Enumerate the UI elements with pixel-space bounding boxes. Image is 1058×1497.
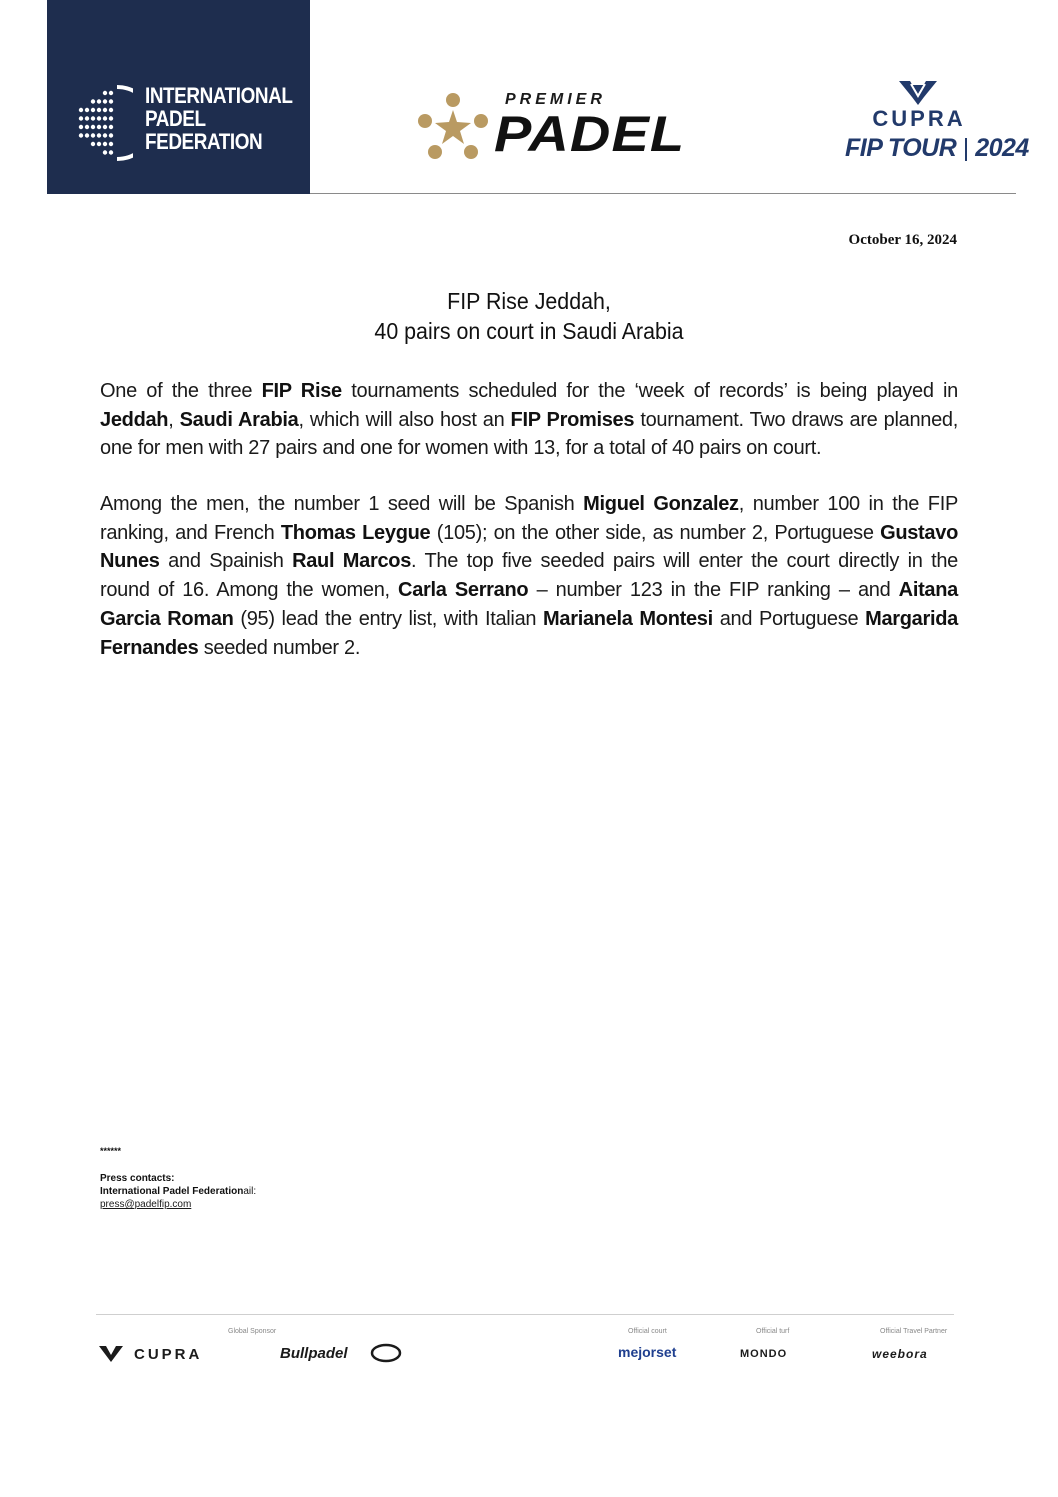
text-run: and Spainish bbox=[159, 550, 293, 573]
separator-stars: ****** bbox=[100, 1146, 122, 1156]
fip-line-1: INTERNATIONAL bbox=[145, 83, 293, 108]
logo-dot bbox=[109, 116, 113, 120]
weebora-logo: weebora bbox=[872, 1347, 928, 1361]
bold-run: FIP Promises bbox=[510, 408, 635, 431]
text-run: Among the men, the number 1 seed will be Spanish bbox=[100, 493, 584, 515]
bold-run: Raul Marcos bbox=[292, 550, 412, 573]
logo-dot bbox=[79, 108, 83, 112]
logo-dot bbox=[109, 150, 113, 154]
logo-dot bbox=[103, 116, 107, 120]
header-divider bbox=[310, 193, 1016, 194]
padel-wordmark: PADEL bbox=[494, 106, 686, 162]
body-paragraph-2 bbox=[100, 490, 958, 662]
press-contacts-label: Press contacts: bbox=[100, 1173, 175, 1184]
logo-dot bbox=[109, 99, 113, 103]
logo-dot bbox=[79, 125, 83, 129]
title-line-1: FIP Rise Jeddah, bbox=[447, 288, 611, 314]
fip-line-2: PADEL bbox=[145, 106, 206, 131]
logo-dot bbox=[109, 108, 113, 112]
press-org: International Padel Federation bbox=[100, 1186, 244, 1197]
text-run: – number 123 in the FIP ranking – and bbox=[528, 579, 899, 602]
logo-dot bbox=[79, 133, 83, 137]
bullpadel-logo: Bullpadel bbox=[280, 1345, 348, 1362]
mondo-logo: MONDO bbox=[740, 1348, 788, 1360]
text-run: and Portuguese bbox=[712, 607, 866, 630]
body-paragraph-1 bbox=[100, 377, 958, 463]
press-release-title bbox=[100, 286, 958, 346]
bold-run: Aitana Garcia Roman bbox=[100, 579, 958, 630]
text-run: , bbox=[168, 408, 180, 431]
logo-dot bbox=[97, 108, 101, 112]
text-run: , which will also host an bbox=[298, 408, 511, 431]
premier-padel-star-icon bbox=[416, 92, 490, 162]
logo-dot bbox=[97, 125, 101, 129]
logo-dot bbox=[91, 125, 95, 129]
cupra-wordmark: CUPRA bbox=[872, 106, 966, 131]
logo-dot bbox=[97, 142, 101, 146]
text-run: (105); on the other side, as number 2, Portuguese bbox=[430, 521, 881, 544]
bold-run: Miguel Gonzalez bbox=[583, 493, 739, 515]
text-run: , number 100 in the FIP ranking, and French bbox=[100, 493, 958, 544]
fip-tour-year: 2024 bbox=[975, 134, 1029, 162]
logo-dot bbox=[103, 91, 107, 95]
cupra-emblem-icon bbox=[898, 80, 938, 106]
logo-dot bbox=[103, 142, 107, 146]
bold-run: Marianela Montesi bbox=[543, 607, 713, 630]
bold-run: Gustavo Nunes bbox=[100, 521, 958, 573]
cupra-footer-emblem-icon bbox=[98, 1345, 124, 1363]
logo-dot bbox=[97, 116, 101, 120]
logo-dot bbox=[97, 99, 101, 103]
logo-dot bbox=[109, 91, 113, 95]
press-release-date: October 16, 2024 bbox=[848, 232, 957, 248]
fip-wordmark bbox=[145, 84, 317, 153]
fip-tour-text: FIP TOUR bbox=[845, 134, 957, 162]
text-run: tournaments scheduled for the ‘week of records’ is being played in bbox=[341, 380, 958, 402]
global-sponsor-label: Global Sponsor bbox=[228, 1328, 277, 1335]
bold-run: Carla Serrano bbox=[398, 579, 529, 602]
logo-dot bbox=[91, 116, 95, 120]
bold-run: FIP Rise bbox=[261, 380, 342, 402]
logo-dot bbox=[103, 99, 107, 103]
bold-run: Saudi Arabia bbox=[179, 408, 299, 431]
logo-dot bbox=[91, 133, 95, 137]
official-turf-label: Official turf bbox=[756, 1328, 790, 1335]
fip-tour-label: FIP TOUR | 2024 bbox=[845, 134, 1029, 162]
logo-dot bbox=[103, 125, 107, 129]
logo-dot bbox=[91, 142, 95, 146]
press-contacts bbox=[100, 1172, 256, 1211]
text-run: . The top five seeded pairs will enter the court directly in the round of 16. Among the women, bbox=[100, 550, 959, 602]
press-org-suffix: ail: bbox=[243, 1186, 257, 1197]
logo-dot bbox=[109, 125, 113, 129]
logo-dot bbox=[85, 125, 89, 129]
text-run: One of the three bbox=[100, 380, 262, 402]
logo-dot bbox=[109, 142, 113, 146]
press-email-link[interactable]: press@padelfip.com bbox=[100, 1199, 192, 1210]
official-court-label: Official court bbox=[628, 1328, 667, 1335]
bold-run: Jeddah bbox=[100, 408, 169, 431]
bold-run: Margarida Fernandes bbox=[100, 607, 958, 659]
logo-dot bbox=[103, 108, 107, 112]
bullpadel-swoosh-icon bbox=[370, 1343, 402, 1363]
text-run: (95) lead the entry list, with Italian bbox=[233, 607, 544, 630]
logo-dot bbox=[85, 108, 89, 112]
logo-dot bbox=[85, 116, 89, 120]
logo-dot bbox=[103, 150, 107, 154]
press-contacts-org-line bbox=[100, 1185, 256, 1198]
official-travel-label: Official Travel Partner bbox=[880, 1328, 948, 1335]
logo-dot bbox=[97, 133, 101, 137]
title-line-2: 40 pairs on court in Saudi Arabia bbox=[374, 318, 684, 344]
fip-line-3: FEDERATION bbox=[145, 129, 263, 154]
footer-divider bbox=[96, 1314, 954, 1315]
padel-racket-icon bbox=[73, 83, 133, 163]
mejorset-logo: mejorset bbox=[618, 1344, 677, 1360]
logo-dot bbox=[85, 133, 89, 137]
fip-logo-block bbox=[47, 0, 310, 194]
logo-dot bbox=[79, 116, 83, 120]
logo-dot bbox=[91, 99, 95, 103]
logo-dot bbox=[103, 133, 107, 137]
logo-dot bbox=[109, 133, 113, 137]
text-run: tournament. Two draws are planned, one for men with 27 pairs and one for women with 13, for a total of 40 pairs on court. bbox=[100, 408, 958, 460]
logo-dot bbox=[91, 108, 95, 112]
text-run: seeded number 2. bbox=[198, 636, 361, 659]
bold-run: Thomas Leygue bbox=[280, 521, 431, 544]
premier-label: PREMIER bbox=[505, 91, 606, 108]
cupra-footer-logo: CUPRA bbox=[134, 1346, 203, 1363]
